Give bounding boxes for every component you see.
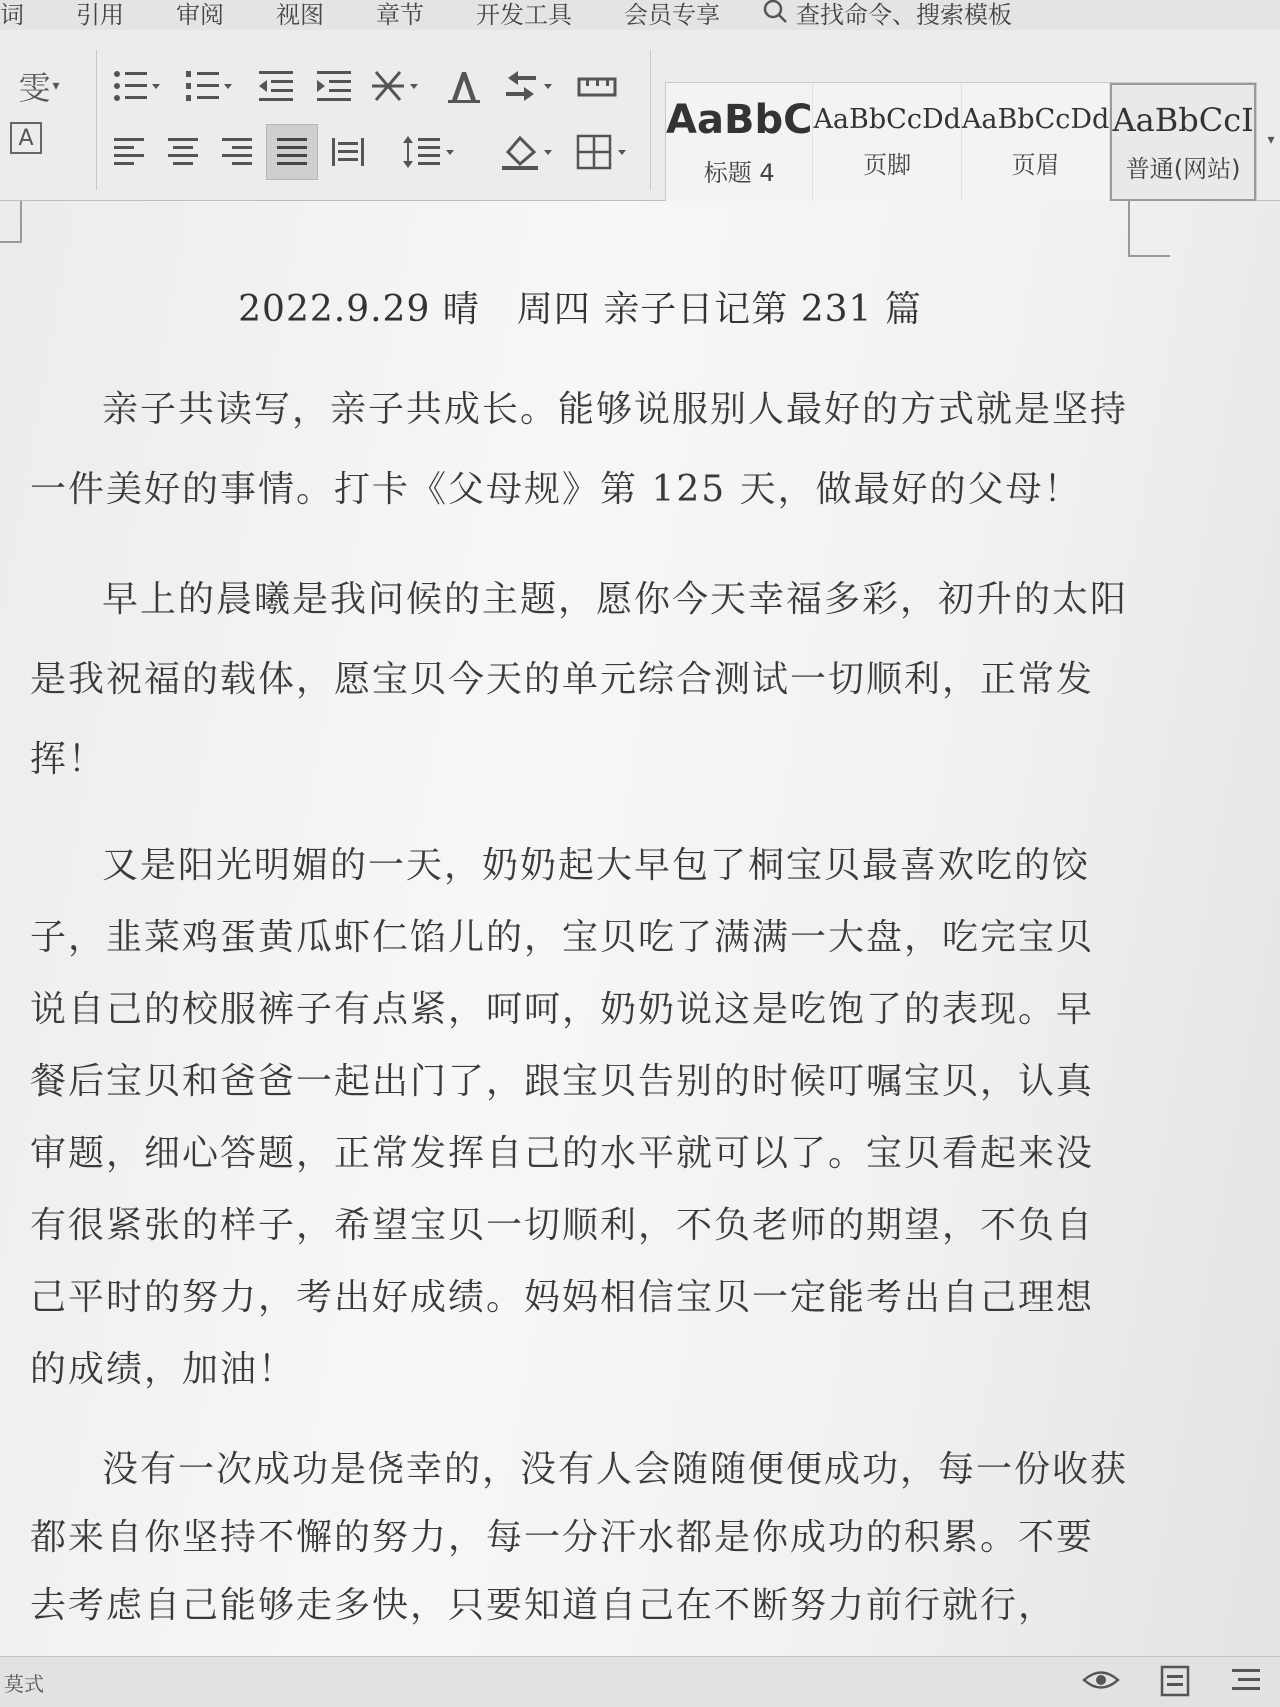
align-center-button[interactable] — [162, 130, 204, 174]
ribbon-separator — [650, 50, 651, 190]
bullet-list-icon — [112, 68, 162, 104]
style-label: 标题 4 — [703, 158, 775, 187]
align-left-button[interactable] — [108, 130, 150, 174]
status-bar — [0, 1656, 1280, 1707]
paint-bucket-icon — [500, 132, 556, 172]
char-border-button[interactable] — [10, 122, 42, 154]
paragraph: 亲子共读写，亲子共成长。能够说服别人最好的方式就是坚持一件美好的事情。打卡《父母规》第 125 天，做最好的父母！ — [30, 389, 1129, 510]
style-sample: AaBbCcDd — [813, 104, 961, 135]
margin-corner-mark — [0, 201, 22, 243]
menu-item-section[interactable]: 章节 — [376, 1, 424, 29]
distributed-align-icon — [330, 136, 366, 168]
numbered-list-button[interactable] — [180, 64, 238, 108]
chinese-layout-button[interactable] — [366, 64, 424, 108]
justify-button[interactable] — [266, 124, 318, 180]
numbered-list-icon — [184, 68, 234, 104]
borders-button[interactable] — [572, 130, 634, 174]
style-sample: AaBbCcI — [1112, 100, 1254, 139]
phonetic-guide-glyph: 雯 — [18, 69, 51, 107]
outline-view-icon[interactable] — [1230, 1665, 1262, 1701]
search-icon — [762, 0, 788, 28]
style-sample: AaBbCcDd — [961, 104, 1110, 135]
bullet-list-button[interactable] — [108, 64, 166, 108]
style-label: 页脚 — [863, 151, 912, 179]
eye-protect-icon[interactable] — [1082, 1665, 1120, 1701]
char-border-glyph: A — [18, 125, 34, 151]
ribbon-separator — [96, 50, 97, 190]
status-mode-label: 莫式 — [4, 1671, 44, 1696]
increase-indent-button[interactable] — [312, 64, 356, 108]
page-view-icon[interactable] — [1160, 1665, 1190, 1701]
line-spacing-button[interactable] — [398, 130, 462, 174]
style-heading-4[interactable] — [666, 83, 813, 201]
style-header[interactable] — [962, 83, 1110, 201]
style-footer[interactable] — [813, 83, 961, 201]
paragraph: 又是阳光明媚的一天，奶奶起大早包了桐宝贝最喜欢吃的饺子，韭菜鸡蛋黄瓜虾仁馅儿的，宝贝吃了满满一大盘，吃完宝贝说自己的校服裤子有点紧，呵呵，奶奶说这是吃饱了的表现。早餐后宝贝和爸爸一起出门了，跟宝贝告别的时候叮嘱宝贝，认真审题，细心答题，正常发挥自己的水平就可以了。宝贝看起来没有很紧张的样子，希望宝贝一切顺利，不负老师的期望，不负自己平时的努力，考出好成绩。妈妈相信宝贝一定能考出自己理想的成绩，加油！ — [30, 845, 1095, 1390]
menu-item-references[interactable]: 引用 — [76, 1, 124, 29]
view-controls — [1082, 1665, 1262, 1701]
phonetic-guide-button[interactable] — [8, 64, 70, 108]
search-label: 查找命令、搜索模板 — [796, 1, 1012, 29]
paragraph: 没有一次成功是侥幸的，没有人会随随便便成功，每一份收获都来自你坚持不懈的努力，每一分汗水都是你成功的积累。不要去考虑自己能够走多快，只要知道自己在不断努力前行就行， — [30, 1449, 1129, 1626]
borders-icon — [576, 134, 630, 170]
menu-item-review[interactable]: 审阅 — [176, 1, 224, 29]
styles-gallery — [665, 82, 1257, 202]
margin-corner-mark — [1128, 201, 1170, 257]
text-direction-icon — [446, 68, 482, 104]
decrease-indent-button[interactable] — [254, 64, 298, 108]
line-spacing-icon — [402, 134, 458, 170]
align-right-button[interactable] — [216, 130, 258, 174]
align-right-icon — [220, 136, 254, 168]
shading-button[interactable] — [496, 128, 560, 176]
style-label: 普通(网站) — [1125, 154, 1241, 183]
style-label: 页眉 — [1011, 151, 1060, 179]
align-center-icon — [166, 136, 200, 168]
document-title: 2022.9.29 晴 周四 亲子日记第 231 篇 — [238, 289, 922, 330]
show-marks-button[interactable] — [574, 64, 620, 108]
distributed-align-button[interactable] — [326, 130, 370, 174]
justify-icon — [275, 136, 309, 168]
menu-item-view[interactable]: 视图 — [276, 1, 324, 29]
sort-button[interactable] — [500, 64, 558, 108]
document-page[interactable] — [0, 201, 1280, 1656]
document-body[interactable] — [30, 241, 1130, 1670]
command-search[interactable] — [762, 3, 1012, 30]
text-direction-button[interactable] — [442, 64, 486, 108]
menu-item-developer[interactable]: 开发工具 — [476, 1, 572, 29]
menu-item-partial[interactable]: 词 — [0, 1, 24, 29]
chevron-down-icon: ▾ — [52, 78, 60, 94]
increase-indent-icon — [315, 69, 353, 103]
decrease-indent-icon — [257, 69, 295, 103]
ruler-icon — [577, 73, 617, 99]
menu-bar — [0, 0, 1280, 31]
style-sample: AaBbC — [666, 96, 813, 143]
paragraph: 早上的晨曦是我问候的主题，愿你今天幸福多彩，初升的太阳是我祝福的载体，愿宝贝今天的单元综合测试一切顺利，正常发挥！ — [30, 579, 1129, 780]
ribbon-toolbar — [0, 30, 1280, 201]
style-normal-web[interactable] — [1110, 83, 1256, 201]
menu-item-member[interactable]: 会员专享 — [624, 1, 720, 29]
styles-scroll-button[interactable] — [1262, 90, 1280, 190]
chinese-layout-icon — [370, 68, 420, 104]
sort-icon — [504, 68, 554, 104]
chevron-down-icon: ▾ — [1267, 132, 1275, 148]
align-left-icon — [112, 136, 146, 168]
